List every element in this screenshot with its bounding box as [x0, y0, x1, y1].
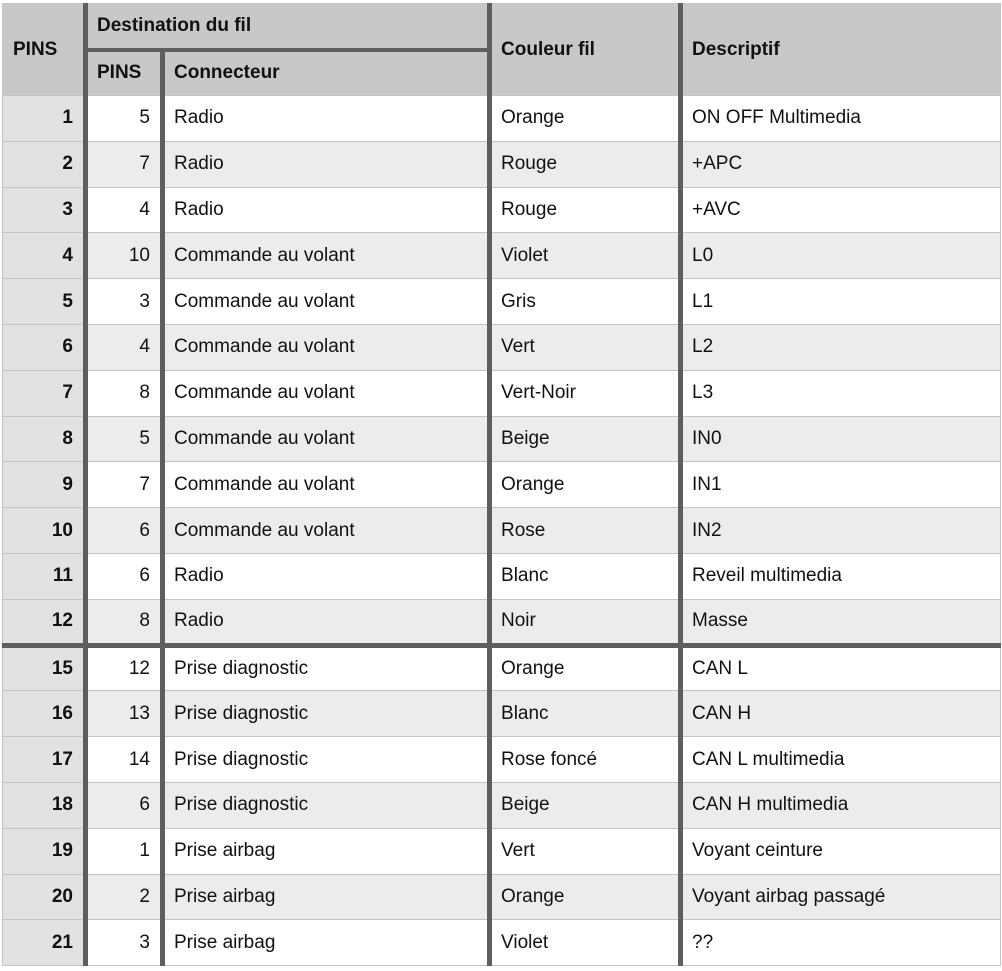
- row-couleur: Orange: [490, 645, 681, 691]
- row-dest-pin: 13: [86, 691, 163, 737]
- row-dest-pin: 6: [86, 553, 163, 599]
- row-descriptif: +APC: [681, 141, 1001, 187]
- row-dest-pin: 3: [86, 920, 163, 966]
- row-pin: 5: [3, 279, 86, 325]
- row-pin: 6: [3, 324, 86, 370]
- row-descriptif: +AVC: [681, 187, 1001, 233]
- row-couleur: Beige: [490, 416, 681, 462]
- table-row: [3, 96, 1001, 142]
- row-connecteur: Radio: [163, 553, 490, 599]
- row-descriptif: Voyant ceinture: [681, 828, 1001, 874]
- row-descriptif: Reveil multimedia: [681, 553, 1001, 599]
- row-descriptif: IN1: [681, 462, 1001, 508]
- row-descriptif: CAN L multimedia: [681, 737, 1001, 783]
- row-dest-pin: 8: [86, 370, 163, 416]
- row-pin: 4: [3, 233, 86, 279]
- row-descriptif: CAN H: [681, 691, 1001, 737]
- row-descriptif: Masse: [681, 599, 1001, 645]
- row-pin: 15: [3, 645, 86, 691]
- row-connecteur: Commande au volant: [163, 508, 490, 554]
- row-connecteur: Prise airbag: [163, 920, 490, 966]
- row-couleur: Rose foncé: [490, 737, 681, 783]
- table-row: [3, 416, 1001, 462]
- table-row: [3, 370, 1001, 416]
- row-pin: 12: [3, 599, 86, 645]
- table-row: [3, 462, 1001, 508]
- row-couleur: Orange: [490, 96, 681, 142]
- table-row: [3, 737, 1001, 783]
- row-couleur: Blanc: [490, 553, 681, 599]
- row-pin: 20: [3, 874, 86, 920]
- row-couleur: Violet: [490, 233, 681, 279]
- header-pins: PINS: [3, 4, 86, 96]
- table-row: [3, 782, 1001, 828]
- row-dest-pin: 2: [86, 874, 163, 920]
- row-couleur: Rouge: [490, 187, 681, 233]
- row-connecteur: Commande au volant: [163, 462, 490, 508]
- row-dest-pin: 5: [86, 96, 163, 142]
- row-dest-pin: 12: [86, 645, 163, 691]
- table-row: [3, 508, 1001, 554]
- table-row: [3, 645, 1001, 691]
- row-dest-pin: 10: [86, 233, 163, 279]
- table-row: [3, 828, 1001, 874]
- row-connecteur: Radio: [163, 599, 490, 645]
- row-connecteur: Prise diagnostic: [163, 645, 490, 691]
- row-pin: 2: [3, 141, 86, 187]
- row-pin: 16: [3, 691, 86, 737]
- row-dest-pin: 7: [86, 462, 163, 508]
- row-pin: 18: [3, 782, 86, 828]
- table-row: [3, 920, 1001, 966]
- row-dest-pin: 4: [86, 187, 163, 233]
- header-destination: Destination du fil: [86, 4, 490, 50]
- row-pin: 8: [3, 416, 86, 462]
- row-descriptif: L0: [681, 233, 1001, 279]
- header-couleur: Couleur fil: [490, 4, 681, 96]
- row-connecteur: Commande au volant: [163, 233, 490, 279]
- row-pin: 10: [3, 508, 86, 554]
- row-pin: 3: [3, 187, 86, 233]
- pinout-table: [2, 3, 1001, 966]
- row-pin: 11: [3, 553, 86, 599]
- row-couleur: Noir: [490, 599, 681, 645]
- row-connecteur: Prise diagnostic: [163, 737, 490, 783]
- row-couleur: Gris: [490, 279, 681, 325]
- row-couleur: Vert: [490, 324, 681, 370]
- table-body: [3, 96, 1001, 966]
- header-dest-pins: PINS: [86, 50, 163, 96]
- row-connecteur: Prise diagnostic: [163, 782, 490, 828]
- table-row: [3, 599, 1001, 645]
- row-couleur: Vert-Noir: [490, 370, 681, 416]
- table-row: [3, 553, 1001, 599]
- row-connecteur: Commande au volant: [163, 416, 490, 462]
- table-row: [3, 874, 1001, 920]
- row-dest-pin: 3: [86, 279, 163, 325]
- row-descriptif: ON OFF Multimedia: [681, 96, 1001, 142]
- row-connecteur: Prise airbag: [163, 874, 490, 920]
- row-descriptif: IN2: [681, 508, 1001, 554]
- row-dest-pin: 4: [86, 324, 163, 370]
- row-dest-pin: 1: [86, 828, 163, 874]
- table-row: [3, 233, 1001, 279]
- row-couleur: Orange: [490, 462, 681, 508]
- row-dest-pin: 5: [86, 416, 163, 462]
- header-connecteur: Connecteur: [163, 50, 490, 96]
- row-descriptif: Voyant airbag passagé: [681, 874, 1001, 920]
- row-connecteur: Prise diagnostic: [163, 691, 490, 737]
- row-connecteur: Radio: [163, 187, 490, 233]
- row-descriptif: CAN H multimedia: [681, 782, 1001, 828]
- table-row: [3, 324, 1001, 370]
- row-dest-pin: 14: [86, 737, 163, 783]
- row-dest-pin: 6: [86, 782, 163, 828]
- row-dest-pin: 6: [86, 508, 163, 554]
- row-pin: 9: [3, 462, 86, 508]
- row-couleur: Orange: [490, 874, 681, 920]
- row-connecteur: Radio: [163, 96, 490, 142]
- row-dest-pin: 7: [86, 141, 163, 187]
- row-connecteur: Prise airbag: [163, 828, 490, 874]
- row-couleur: Violet: [490, 920, 681, 966]
- row-pin: 17: [3, 737, 86, 783]
- row-connecteur: Commande au volant: [163, 279, 490, 325]
- table-row: [3, 187, 1001, 233]
- row-pin: 7: [3, 370, 86, 416]
- row-descriptif: L3: [681, 370, 1001, 416]
- row-couleur: Blanc: [490, 691, 681, 737]
- row-pin: 19: [3, 828, 86, 874]
- row-descriptif: L1: [681, 279, 1001, 325]
- table-row: [3, 691, 1001, 737]
- row-pin: 21: [3, 920, 86, 966]
- row-descriptif: IN0: [681, 416, 1001, 462]
- table-row: [3, 279, 1001, 325]
- row-pin: 1: [3, 96, 86, 142]
- row-dest-pin: 8: [86, 599, 163, 645]
- row-connecteur: Radio: [163, 141, 490, 187]
- table-row: [3, 141, 1001, 187]
- row-descriptif: ??: [681, 920, 1001, 966]
- header-descriptif: Descriptif: [681, 4, 1001, 96]
- row-couleur: Vert: [490, 828, 681, 874]
- row-connecteur: Commande au volant: [163, 370, 490, 416]
- row-descriptif: L2: [681, 324, 1001, 370]
- row-couleur: Rouge: [490, 141, 681, 187]
- row-connecteur: Commande au volant: [163, 324, 490, 370]
- row-couleur: Beige: [490, 782, 681, 828]
- row-descriptif: CAN L: [681, 645, 1001, 691]
- row-couleur: Rose: [490, 508, 681, 554]
